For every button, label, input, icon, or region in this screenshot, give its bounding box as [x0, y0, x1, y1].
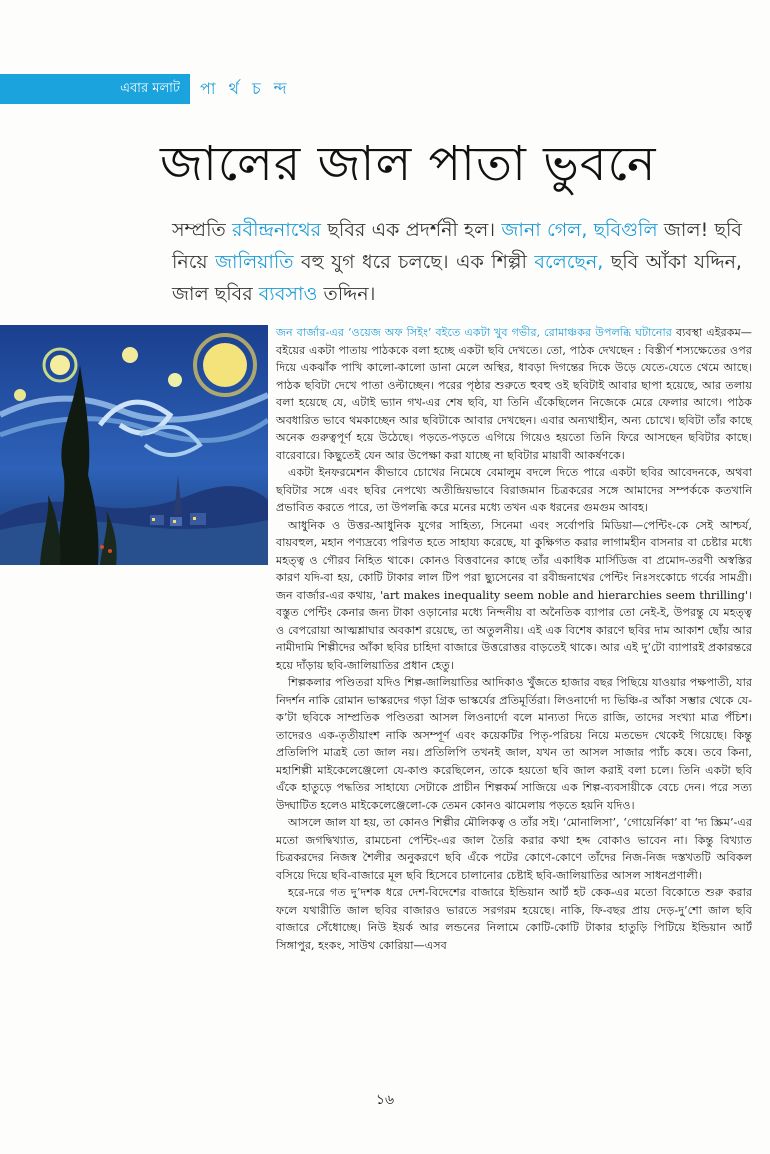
dek-highlight: রবীন্দ্রনাথের: [232, 219, 322, 241]
body-paragraph: শিল্পকলার পণ্ডিতরা যদিও শিল্প-জালিয়াতির আদিকাও খুঁজতে হাজার বছর পিছিয়ে যাওয়ার পক্ষপাতী, যার নিদর্শন নাকি রোমান ভাস্করদের গড়া গ্রিক ভাস্কর্যের প্রতিমূর্তিরা। লিওনার্দো দ্য ভিঞ্চি-র আঁকা সম্ভার থেকে যে-ক’টা ছবিকে সাম্প্রতিক পণ্ডিতরা আসল লিওনার্দো বলে মান্যতা দিতে রাজি, তাদের সংখ্যা মাত্র পঁচিশ। তাদেরও এক-তৃতীয়াংশ নাকি অসম্পূর্ণ এবং কয়েকটির পিতৃ-পরিচয় নিয়ে মতভেদ থেকেই গিয়েছে। কিন্তু প্রতিলিপি মাত্রই তো জাল নয়। প্রতিলিপি তখনই জাল, যখন তা আসল সাজার প্যাঁচ কষে। তবে কিনা, মহাশিল্পী মাইকেলেঞ্জেলো যে-কাণ্ড করেছিলেন, তাকে হয়তো ছবি জাল করাই বলা চলে। তিনি একটা ছবি এঁকে হাতুড়ে পদ্ধতির সাহায্যে সেটাকে প্রাচীন শিল্পকর্ম সাজিয়ে এক শিল্প-ব্যবসায়ীকে বেচে দেন। পরে সত্য উদ্ঘাটিত হলেও মাইকেলেঞ্জেলো-কে তেমন কোনও ঝামেলায় পড়তে হয়নি যদিও।: [276, 676, 752, 812]
starry-night-painting: [0, 325, 268, 565]
dek-text: ছবি আঁকা যদ্দিন, জাল ছবির: [172, 251, 742, 305]
dek-highlight: জানা গেল, ছবিগুলি: [501, 219, 658, 241]
article-body: [276, 324, 752, 954]
dek-highlight: ব্যবসাও: [258, 283, 318, 305]
article-dek: [172, 214, 742, 310]
dek-highlight: জালিয়াতি: [215, 251, 294, 273]
dek-text: তদ্দিন।: [317, 283, 376, 305]
dek-text: সম্প্রতি: [172, 219, 233, 241]
article-title: জালের জাল পাতা ভুবনে: [160, 136, 657, 192]
body-paragraph: হরে-দরে গত দু’দশক ধরে দেশ-বিদেশের বাজারে ইন্ডিয়ান আর্ট হট কেক-এর মতো বিকোতে শুরু করার ফলে যথারীতি জাল ছবির বাজারও ভারতে সরগরম হয়েছে। নাকি, ফি-বছর প্রায় দেড়-দু’শো জাল ছবি বাজারে সেঁধোচ্ছে। নিউ ইয়র্ক আর লন্ডনের নিলামে কোটি-কোটি টাকার হাতুড়ি পিটিয়ে ইন্ডিয়ান আর্ট সিঙ্গাপুর, হংকং, সাউথ কোরিয়া—এসব: [276, 886, 752, 952]
dek-highlight: বলেছেন,: [534, 251, 604, 273]
section-label: এবার মলাট: [0, 74, 190, 104]
body-paragraph: একটা ইনফরমেশন কীভাবে চোখের নিমেষে বেমালুম বদলে দিতে পারে একটা ছবির আবেদনকে, অথবা ছবিটার সঙ্গে এবং ছবির নেপথ্যে অতীন্দ্রিয়ভাবে বিরাজমান চিত্রকরের সঙ্গে আমাদের সম্পর্ককে কতখানি প্রভাবিত করতে পারে, তা উপলব্ধি করে মনের মধ্যে তখন এক ধরনের গুমগুম আবহ।: [276, 466, 752, 514]
dek-text: জাল! ছবি নিয়ে: [172, 219, 742, 273]
body-paragraph: আসলে জাল যা হয়, তা কোনও শিল্পীর মৌলিকত্ব ও তাঁর সই। ‘মোনালিসা’, ‘গোয়ের্নিকা’ বা ‘দ্য স্ক্রিম’-এর মতো জগদ্বিখ্যাত, রামচেনা পেন্টিং-এর জাল তৈরি করার কথা হদ্দ বোকাও ভাবেন না। কিন্তু বিখ্যাত চিত্রকরদের নিজস্ব শৈলীর অনুকরণে ছবি এঁকে পটের কোণে-কোণে তাঁদের নিজ-নিজ দস্তখতটি অবিকল বসিয়ে দিয়ে ছবি-বাজারে মূল ছবি হিসেবে চালানোর চেষ্টাই ছবি-জালিয়াতির আসল সাধনপ্রণালী।: [276, 816, 752, 882]
lead-sentence: জন বার্জার-এর ‘ওয়েজ অফ সিইং’ বইতে একটা খুব গভীর, রোমাঞ্চকর উপলব্ধি ঘটানোর: [276, 326, 672, 339]
body-paragraph: জন বার্জার-এর ‘ওয়েজ অফ সিইং’ বইতে একটা খুব গভীর, রোমাঞ্চকর উপলব্ধি ঘটানোর ব্যবস্থা এইরকম—বইয়ের একটা পাতায় পাঠককে বলা হচ্ছে একটা ছবি দেখতে। তো, পাঠক দেখছেন : বিস্তীর্ণ শস্যক্ষেতের ওপর দিয়ে একঝাঁক পাখি কালো-কালো ডানা মেলে অস্থির, ধাবড়া দিগন্তের দিকে উড়ে যেতে-যেতে থেমে আছে। পাঠক ছবিটা দেখে পাতা ওল্টাচ্ছেন। পরের পৃষ্ঠার শুরুতে হুবহু ওই ছবিটাই আবার ছাপা হয়েছে, আর তলায় বলা হয়েছে যে, এটাই ভ্যান গখ-এর শেষ ছবি, যা তিনি এঁকেছিলেন নিজেকে মেরে ফেলার আগে। পাঠক অবধারিত ভাবে থমকাচ্ছেন আর ছবিটাকে আবার দেখছেন। এবার অন্যথাহীন, অন্য চোখে। ছবিটা তাঁর কাছে অনেক গুরুত্বপূর্ণ হয়ে উঠেছে। পড়তে-পড়তে এগিয়ে গিয়েও হয়তো তিনি ফিরে আসছেন ছবিটার কাছে। বারেবারে। কিছুতেই যেন আর উপেক্ষা করা যাচ্ছে না ছবিটার মায়াবী আকর্ষণকে।: [276, 326, 752, 462]
body-paragraph: আধুনিক ও উত্তর-আধুনিক যুগের সাহিত্য, সিনেমা এবং সর্বোপরি মিডিয়া—পেন্টিং-কে সেই আশ্চর্য, বায়বহুল, মহান পণ্যদ্রব্যে পরিণত হতে সাহায্য করেছে, যা কুক্ষিগত করার লাগামহীন বাসনার বা চেষ্টার মধ্যে মহত্ত্ব ও গৌরব নিহিত থাকে। কোনও বিত্তবানের কাছে তাঁর একাধিক মার্সিডিজ বা প্রমোদ-তরণী অস্বস্তির কারণ যদি-বা হয়, কোটি টাকার লাল টিপ পরা ছ্যুসেনের বা রবীন্দ্রনাথের পেন্টিং নিঃসংকোচে গর্বের সামগ্রী। জন বার্জার-এর কথায়, 'art makes inequality seem noble and hierarchies seem thrilling'। বস্তুত পেন্টিং কেনার জন্য টাকা ওড়ানোর মধ্যে নিন্দনীয় বা অনৈতিক ব্যাপার তো নেই-ই, উপরন্তু যে মহত্ত্ব ও বেপরোয়া আত্মশ্লাঘার অবকাশ রয়েছে, তা অতুলনীয়। এই এক বিশেষ কারণে ছবির দাম আকাশ ছোঁয় আর নামীদামি শিল্পীদের আঁকা ছবির চাহিদা বাজারে উত্তরোত্তর বাড়তেই থাকে। আর এই দু’টো ব্যাপারই প্রকারন্তরে হয়ে দাঁড়ায় ছবি-জালিয়াতির প্রধান হেতু।: [276, 518, 752, 672]
page-number: ১৬: [375, 1092, 395, 1108]
dek-text: ছবির এক প্রদর্শনী হল।: [321, 219, 502, 241]
dek-text: বহু যুগ ধরে চলছে। এক শিল্পী: [293, 251, 535, 273]
author-name: পা র্থ চ ন্দ: [200, 79, 291, 98]
